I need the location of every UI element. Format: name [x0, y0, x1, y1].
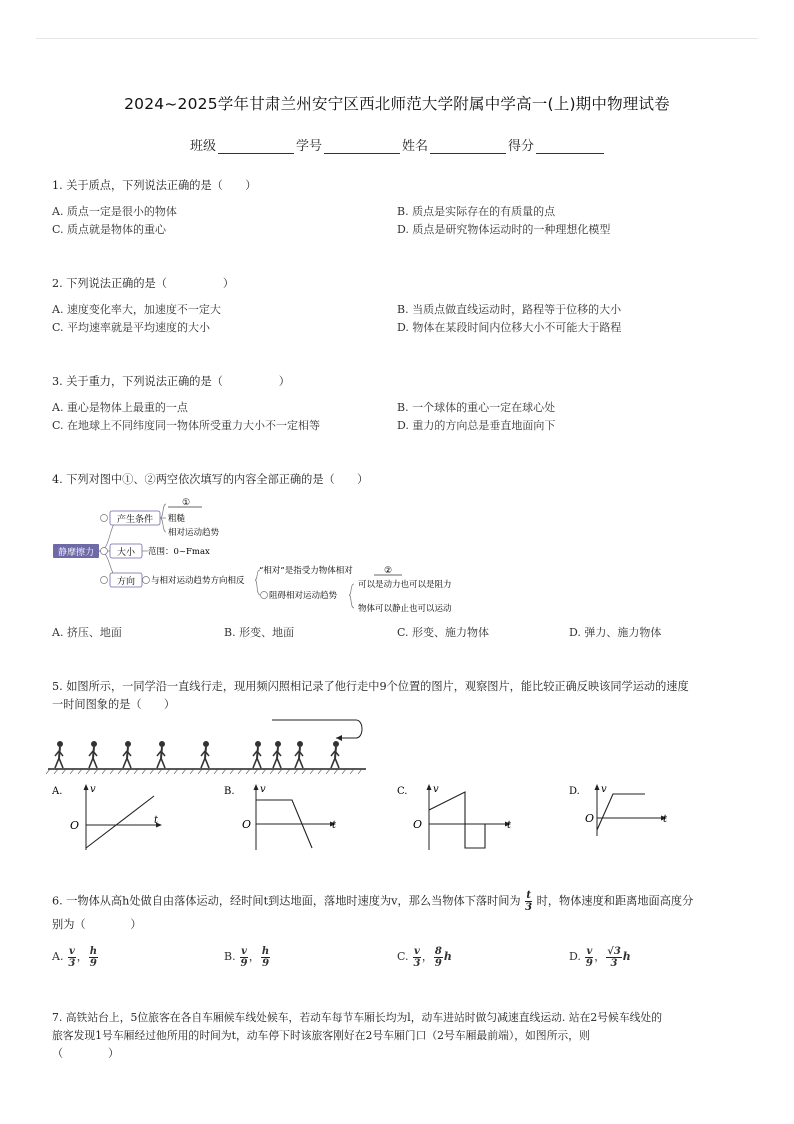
q1-option-c[interactable]: C. 质点就是物体的重心: [52, 223, 167, 236]
q1-option-a[interactable]: A. 质点一定是很小的物体: [52, 205, 177, 218]
friction-mind-map: [52, 494, 492, 618]
question-2-stem: 2. 下列说法正确的是（ ）: [52, 277, 235, 290]
question-5-stem-line1: 5. 如图所示，一同学沿一直线行走，现用频闪照相记录了他行走中9个位置的图片，观察图片，能比较正确反映该同学运动的速度: [52, 680, 689, 693]
graph-a-label: A.: [52, 786, 63, 797]
graph-d-v: v: [601, 784, 607, 795]
walker-6: [253, 741, 261, 768]
score-label: 得分: [508, 139, 535, 154]
question-1-stem: 1. 关于质点，下列说法正确的是（ ）: [52, 179, 257, 192]
q3-option-c[interactable]: C. 在地球上不同纬度同一物体所受重力大小不一定相等: [52, 419, 321, 432]
score-blank[interactable]: [536, 139, 604, 154]
class-label: 班级: [190, 139, 217, 154]
walker-1: [55, 741, 63, 768]
q3-option-a[interactable]: A. 重心是物体上最重的一点: [52, 401, 188, 414]
q1-option-d[interactable]: D. 质点是研究物体运动时的一种理想化模型: [397, 223, 611, 236]
class-blank[interactable]: [218, 139, 294, 154]
walker-4: [157, 741, 165, 768]
question-5-stem-line2: 一时间图象的是（ ）: [52, 698, 176, 711]
walker-2: [89, 741, 97, 768]
map-hinder-a: 可以是动力也可以是阻力: [358, 580, 452, 590]
q6-frac-t: $\frac{t}{3}$: [525, 890, 533, 913]
student-info-row: [190, 135, 606, 154]
map-size-label: 大小: [116, 548, 136, 558]
id-blank[interactable]: [324, 139, 400, 154]
collapse-icon: [101, 577, 108, 584]
map-hinder: 阻碍相对运动趋势: [269, 591, 338, 601]
question-7-stem-line3: （ ）: [52, 1047, 120, 1060]
graph-c-line: [429, 792, 485, 848]
name-label: 姓名: [402, 139, 429, 154]
page-title: 2024~2025学年甘肃兰州安宁区西北师范大学附属中学高一(上)期中物理试卷: [124, 95, 670, 113]
q4-option-a[interactable]: A. 挤压、地面: [52, 626, 122, 639]
walker-8: [295, 741, 303, 768]
q6-option-c[interactable]: C. $\frac{v}{3}$ ， $\frac{8}{9}$ h: [397, 945, 452, 969]
question-6-stem-line1: [52, 890, 742, 913]
collapse-icon: [101, 548, 108, 555]
q2-option-c[interactable]: C. 平均速率就是平均速度的大小: [52, 321, 211, 334]
return-arrow: [272, 720, 362, 738]
question-7-stem-line1: 7. 高铁站台上，5位旅客在各自车厢候车线处候车，若动车每节车厢长均为l，动车进站时做匀减速直线运动. 站在2号候车线处的: [52, 1011, 663, 1024]
walker-9: [331, 741, 339, 768]
q5-graph-a[interactable]: [50, 780, 165, 852]
map-dir-label: 方向: [116, 577, 136, 587]
walker-strobe-figure: [46, 712, 368, 774]
graph-b-o: O: [242, 818, 252, 831]
graph-b-t: t: [332, 820, 337, 831]
graph-a-v: v: [90, 784, 96, 795]
graph-c-o: O: [413, 818, 423, 831]
graph-c-t: t: [507, 820, 512, 831]
q3-option-d[interactable]: D. 重力的方向总是垂直地面向下: [397, 419, 556, 432]
graph-a-o: O: [70, 819, 80, 832]
q5-graph-b[interactable]: [222, 780, 342, 852]
q4-option-d[interactable]: D. 弹力、施力物体: [569, 626, 662, 639]
q3-option-b[interactable]: B. 一个球体的重心一定在球心处: [397, 401, 556, 414]
map-cond-b: 相对运动趋势: [168, 528, 220, 538]
q5-graph-c[interactable]: [395, 780, 517, 852]
question-4-stem: 4. 下列对图中①、②两空依次填写的内容全部正确的是（ ）: [52, 473, 369, 486]
q1-option-b[interactable]: B. 质点是实际存在的有质量的点: [397, 205, 556, 218]
walker-3: [123, 741, 131, 768]
map-root-label: 静摩擦力: [57, 548, 95, 558]
question-3-stem: 3. 关于重力，下列说法正确的是（ ）: [52, 375, 290, 388]
q2-option-d[interactable]: D. 物体在某段时间内位移大小不可能大于路程: [397, 321, 622, 334]
q6-stem-a: 6. 一物体从高h处做自由落体运动，经时间t到达地面，落地时速度为v，那么当物体下落时间为: [52, 894, 521, 908]
graph-c-v: v: [433, 784, 439, 795]
q4-option-b[interactable]: B. 形变、地面: [224, 626, 295, 639]
collapse-icon: [261, 592, 268, 599]
map-cond-label: 产生条件: [116, 515, 154, 525]
graph-a-line: [86, 796, 154, 848]
map-blank-1: ①: [181, 498, 191, 508]
graph-a-t: t: [154, 815, 159, 826]
walker-5: [201, 741, 209, 768]
collapse-icon: [143, 577, 150, 584]
q6-option-d[interactable]: D. $\frac{v}{9}$ ， $\frac{√3}{3}$ h: [569, 945, 631, 969]
q6-option-a[interactable]: A. $\frac{v}{3}$ ， $\frac{h}{9}$: [52, 945, 98, 969]
graph-d-line: [597, 794, 645, 830]
graph-d-label: D.: [569, 786, 580, 797]
graph-d-t: t: [663, 814, 668, 825]
graph-d-o: O: [585, 812, 595, 825]
q6-stem-b: 时，物体速度和距离地面高度分: [536, 894, 694, 908]
question-6-stem-line2: 别为（ ）: [52, 918, 142, 931]
collapse-icon: [101, 515, 108, 522]
map-rel-text: “相对”是指受力物体相对: [259, 566, 353, 576]
q6-option-b[interactable]: B. $\frac{v}{9}$ ， $\frac{h}{9}$: [224, 945, 270, 969]
q5-graph-d[interactable]: [567, 780, 677, 852]
walker-7: [273, 741, 281, 768]
map-cond-a: 粗糙: [168, 514, 186, 524]
question-7-stem-line2: 旅客发现1号车厢经过他所用的时间为t，动车停下时该旅客刚好在2号车厢门口（2号车厢最前端），如图所示，则: [52, 1029, 590, 1042]
q2-option-b[interactable]: B. 当质点做直线运动时，路程等于位移的大小: [397, 303, 622, 316]
map-size-range: 范围：0~Fmax: [148, 547, 210, 557]
map-dir-a: 与相对运动趋势方向相反: [151, 576, 245, 586]
graph-b-v: v: [260, 784, 266, 795]
graph-c-label: C.: [397, 786, 408, 797]
q2-option-a[interactable]: A. 速度变化率大，加速度不一定大: [52, 303, 221, 316]
name-blank[interactable]: [430, 139, 506, 154]
map-blank-2: ②: [383, 566, 393, 576]
map-hinder-b: 物体可以静止也可以运动: [358, 604, 452, 614]
id-label: 学号: [296, 139, 323, 154]
q4-option-c[interactable]: C. 形变、施力物体: [397, 626, 490, 639]
graph-b-label: B.: [224, 786, 235, 797]
header-rule: [36, 38, 758, 39]
